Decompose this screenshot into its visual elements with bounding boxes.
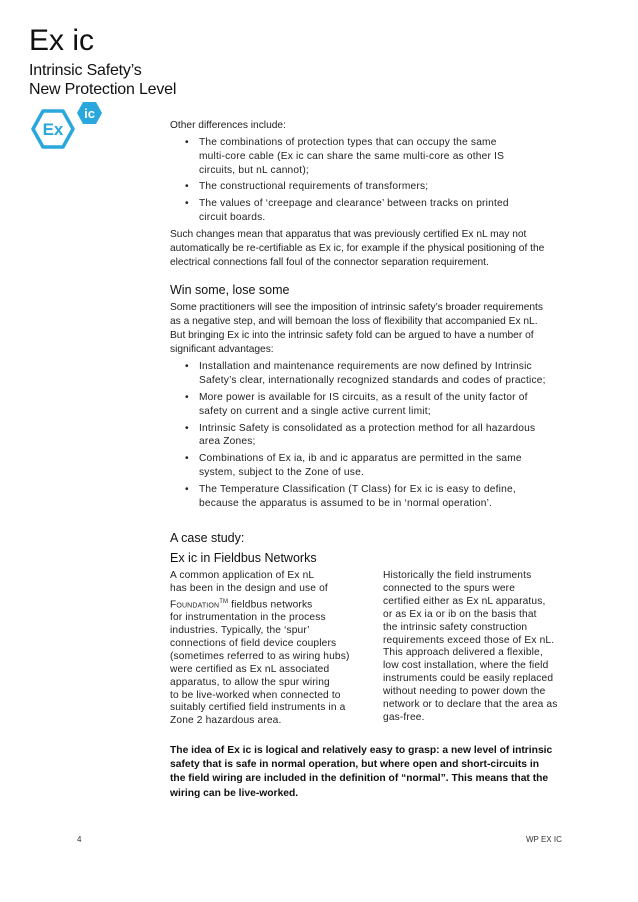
intro-bullet-line: The constructional requirements of transformers; — [199, 181, 429, 193]
case-study-headings — [170, 530, 582, 566]
intro-bullet-line: circuit boards. — [199, 212, 266, 224]
page-number: 4 — [77, 835, 82, 844]
left-column-line: Zone 2 hazardous area. — [170, 715, 282, 727]
left-column-line: were certified as Ex nL associated — [170, 663, 330, 675]
summary-line: safety that is safe in normal operation, but where open and short-circuits in — [170, 759, 540, 771]
logo-ex-text: Ex — [42, 120, 64, 139]
left-column-line: suitably certified field instruments in a — [170, 702, 346, 714]
bullet-dot-icon: • — [185, 391, 189, 403]
intro-bullet-line: circuits, but nL cannot); — [199, 164, 309, 176]
left-column-line: connections of field device couplers — [170, 637, 337, 649]
left-column-line: has been in the design and use of — [170, 582, 328, 594]
win-bullet-line: Safety’s clear, internationally recognized standards and codes of practice; — [199, 375, 546, 387]
win-bullet-list — [170, 360, 582, 510]
left-column-line: apparatus, to allow the spur wiring — [170, 676, 330, 688]
win-bullet-line: because the apparatus is assumed to be in ‘normal operation’. — [199, 497, 493, 509]
win-heading: Win some, lose some — [170, 283, 290, 297]
left-column-line: to be live-worked when connected to — [170, 689, 341, 701]
summary-line: the field wiring are included in the definition of “normal”. This means that the — [170, 773, 549, 785]
logo-ic-text: ic — [84, 106, 95, 121]
right-column-line: network or to declare that the area as — [383, 699, 558, 711]
right-column-line: certified either as Ex nL apparatus, — [383, 595, 546, 607]
win-bullet-line: system, subject to the Zone of use. — [199, 466, 364, 478]
intro-bullet-item — [170, 197, 582, 225]
win-para-line: significant advantages: — [170, 344, 274, 356]
right-column-line: requirements exceed those of Ex nL. — [383, 634, 555, 646]
bullet-dot-icon: • — [185, 361, 189, 373]
win-bullet-line: Combinations of Ex ia, ib and ic apparatus are permitted in the same — [199, 453, 522, 465]
case-study-heading: A case study: — [170, 531, 245, 545]
win-bullet-item — [170, 483, 582, 511]
win-bullet-line: The Temperature Classification (T Class) for Ex ic is easy to define, — [199, 483, 516, 495]
bullet-dot-icon: • — [185, 483, 189, 495]
win-bullet-item — [170, 360, 582, 388]
win-para-line: as a negative step, and will bemoan the loss of flexibility that accompanied Ex nL. — [170, 316, 538, 328]
intro-section — [170, 119, 582, 270]
case-study-right-column — [383, 570, 583, 725]
bullet-dot-icon: • — [185, 198, 189, 210]
bullet-dot-icon: • — [185, 453, 189, 465]
case-study-left-column — [170, 570, 370, 728]
right-column-line: without needing to power down the — [383, 686, 546, 698]
subtitle-line-1: Intrinsic Safety’s — [29, 62, 142, 79]
summary-line: The idea of Ex ic is logical and relatively easy to grasp: a new level of intrinsic — [170, 745, 553, 756]
intro-bullet-line: multi-core cable (Ex ic can share the same multi-core as other IS — [199, 150, 505, 162]
win-bullet-item — [170, 391, 582, 419]
bullet-dot-icon: • — [185, 422, 189, 434]
subtitle-line-2: New Protection Level — [29, 81, 177, 98]
right-column-line: This approach delivered a flexible, — [383, 647, 543, 659]
win-paragraph — [170, 301, 582, 357]
right-column-line: gas-free. — [383, 711, 425, 723]
win-para-line: Some practitioners will see the imposition of intrinsic safety’s broader requirements — [170, 302, 543, 313]
right-column-line: the intrinsic safety construction — [383, 621, 528, 633]
win-bullet-line: Installation and maintenance requirements are now defined by Intrinsic — [199, 361, 532, 373]
intro-bullet-line: The values of ‘creepage and clearance’ between tracks on printed — [199, 198, 509, 210]
win-bullet-line: More power is available for IS circuits, as a result of the unity factor of — [199, 391, 528, 403]
intro-lead: Other differences include: — [170, 120, 286, 131]
left-column-line: A common application of Ex nL — [170, 570, 315, 581]
page-title: Ex ic — [29, 24, 95, 57]
win-section — [170, 282, 582, 513]
summary-line: wiring can be live-worked. — [170, 787, 299, 799]
win-bullet-item — [170, 452, 582, 480]
document-code: WP EX IC — [526, 835, 562, 844]
win-bullet-item — [170, 422, 582, 450]
left-column-line: for instrumentation in the process — [170, 612, 326, 624]
summary-paragraph — [170, 744, 582, 801]
intro-closing-line: electrical connections fall foul of the connector separation requirement. — [170, 257, 489, 269]
right-column-line: Historically the field instruments — [383, 570, 532, 581]
right-column-line: connected to the spurs were — [383, 582, 516, 594]
intro-bullet-line: The combinations of protection types that can occupy the same — [199, 137, 497, 149]
ex-ic-logo — [27, 97, 107, 159]
intro-bullet-item — [170, 136, 582, 177]
bullet-dot-icon: • — [185, 137, 189, 149]
right-column-line: instruments could be easily replaced — [383, 673, 554, 685]
bullet-dot-icon: • — [185, 181, 189, 193]
left-column-line: Foundation™ fieldbus networks — [170, 598, 313, 611]
right-column-line: or as Ex ia or ib on the basis that — [383, 608, 537, 620]
win-bullet-line: area Zones; — [199, 436, 256, 448]
left-column-line: (sometimes referred to as wiring hubs) — [170, 650, 350, 662]
intro-bullet-item — [170, 180, 582, 194]
intro-closing-line: automatically be re-certifiable as Ex ic, for example if the physical positioning of the — [170, 242, 545, 254]
intro-bullet-list — [170, 136, 582, 225]
win-bullet-line: Intrinsic Safety is consolidated as a protection method for all hazardous — [199, 422, 536, 434]
right-column-line: low cost installation, where the field — [383, 660, 549, 672]
win-bullet-line: safety on current and a single active current limit; — [199, 405, 431, 417]
case-study-subheading: Ex ic in Fieldbus Networks — [170, 551, 317, 565]
win-para-line: But bringing Ex ic into the intrinsic safety fold can be argued to have a number of — [170, 330, 534, 342]
intro-closing-paragraph — [170, 228, 582, 270]
left-column-line: industries. Typically, the ‘spur’ — [170, 625, 310, 637]
intro-closing-line: Such changes mean that apparatus that was previously certified Ex nL may not — [170, 228, 527, 240]
